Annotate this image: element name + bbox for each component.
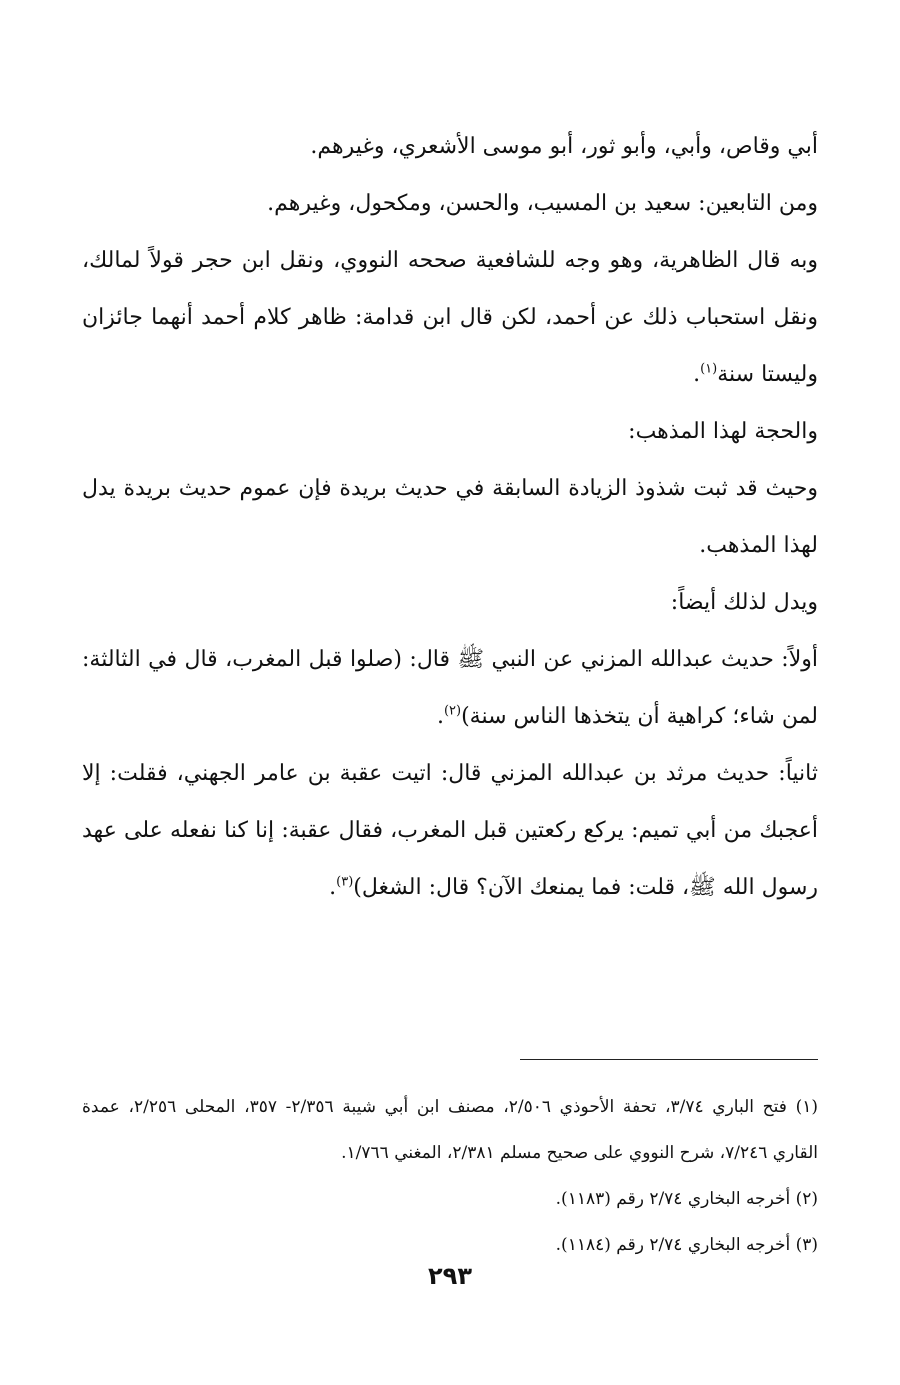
paragraph-1: أبي وقاص، وأبي، وأبو ثور، أبو موسى الأشعري، وغيرهم. (310, 134, 818, 159)
footnote-3: (٣) أخرجه البخاري ٢/٧٤ رقم (١١٨٤). (555, 1235, 818, 1255)
paragraph-7 (82, 631, 818, 745)
paragraph-4: والحجة لهذا المذهب: (628, 419, 818, 444)
footnote-1: (١) فتح الباري ٣/٧٤، تحفة الأحوذي ٢/٥٠٦، مصنف ابن أبي شيبة ٢/٣٥٦- ٣٥٧، المحلى ٢/٢٥٦، عمدة القاري ٧/٢٤٦، شرح النووي على صحيح مسلم ٢/٣٨١، المغني ١/٧٦٦. (82, 1097, 818, 1163)
footnote-2: (٢) أخرجه البخاري ٢/٧٤ رقم (١١٨٣). (555, 1189, 818, 1209)
footnote-ref-2[interactable]: (٢) (443, 703, 462, 719)
paragraph-3-text: وبه قال الظاهرية، وهو وجه للشافعية صححه النووي، ونقل ابن حجر قولاً لمالك، ونقل استحباب ذلك عن أحمد، لكن قال ابن قدامة: ظاهر كلام أحمد أنهما جائزان وليستا سنة (82, 248, 818, 387)
page-number: ٢٩٣ (428, 1262, 472, 1290)
paragraph-8-tail: . (329, 875, 337, 900)
paragraph-6: ويدل لذلك أيضاً: (670, 590, 818, 615)
paragraph-8-text: ثانياً: حديث مرثد بن عبدالله المزني قال: اتيت عقبة بن عامر الجهني، فقلت: إلا أعجبك من أبي تميم: يركع ركعتين قبل المغرب، فقال عقبة: إنا كنا نفعله على عهد رسول الله ﷺ، قلت: فما يمنعك الآن؟ قال: الشغل) (82, 761, 818, 900)
paragraph-2: ومن التابعين: سعيد بن المسيب، والحسن، ومكحول، وغيرهم. (267, 191, 818, 216)
paragraph-3-tail: . (693, 362, 701, 387)
paragraph-3 (82, 232, 818, 403)
paragraph-7-text: أولاً: حديث عبدالله المزني عن النبي ﷺ قال: (صلوا قبل المغرب، قال في الثالثة: لمن شاء؛ كراهية أن يتخذها الناس سنة) (82, 647, 818, 729)
footnote-divider (520, 1059, 818, 1060)
footnote-ref-1[interactable]: (١) (700, 361, 718, 377)
paragraph-7-tail: . (436, 704, 444, 729)
footnotes-section (82, 1084, 818, 1268)
paragraph-8 (82, 745, 818, 916)
main-text (82, 118, 818, 916)
paragraph-5: وحيث قد ثبت شذوذ الزيادة السابقة في حديث بريدة فإن عموم حديث بريدة يدل لهذا المذهب. (82, 476, 818, 558)
footnote-ref-3[interactable]: (٣) (336, 874, 354, 890)
